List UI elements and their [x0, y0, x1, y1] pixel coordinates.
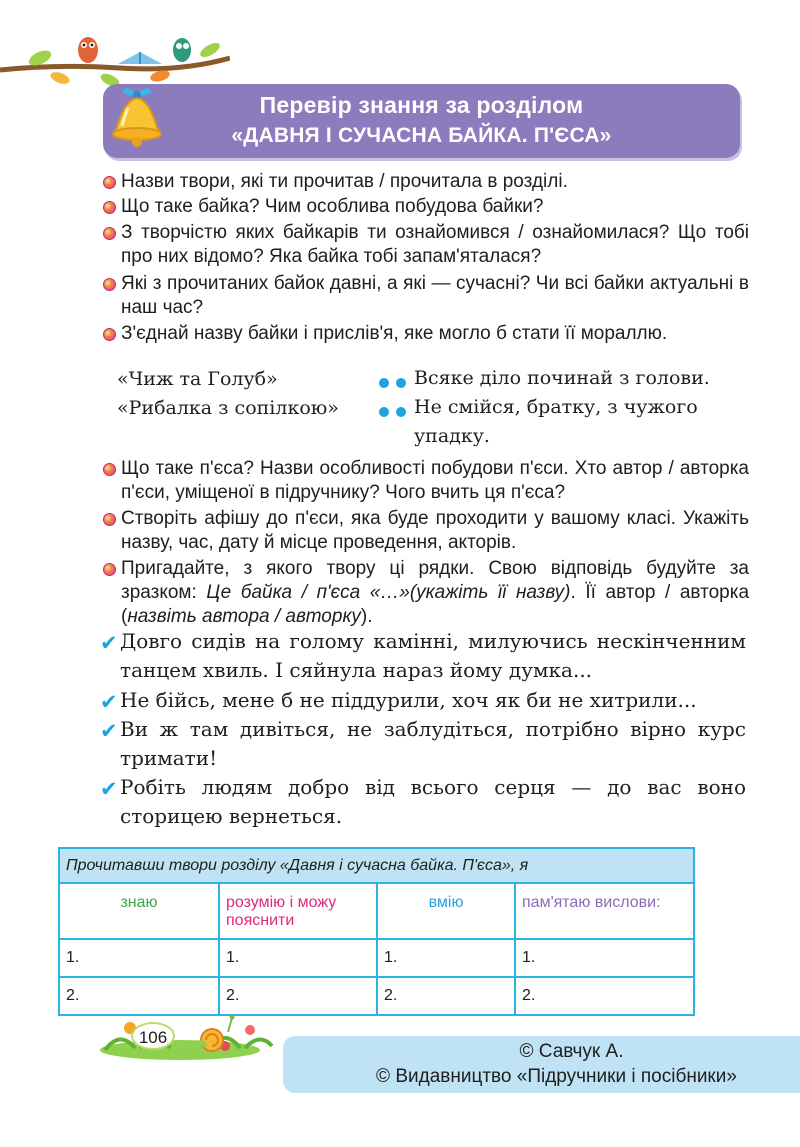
- match-dot-icon: [379, 378, 389, 388]
- column-header-can: вмію: [377, 883, 515, 939]
- table-cell[interactable]: 2.: [59, 977, 219, 1015]
- bullet-icon: [103, 563, 116, 576]
- table-heading: Прочитавши твори розділу «Давня і сучасна байка. П'єса», я: [59, 848, 694, 883]
- proverb: Всяке діло починай з голови.: [414, 367, 710, 389]
- table-cell[interactable]: 1.: [219, 939, 377, 977]
- bullet-icon: [103, 201, 116, 214]
- checkmark-icon: ✔: [100, 690, 118, 714]
- question-item: З'єднай назву байки і прислів'я, яке могло б стати її мораллю.: [103, 322, 749, 346]
- quote-item: ✔ Не бійсь, мене б не піддурили, хоч як би не хитрили...: [100, 686, 746, 715]
- section-header: [103, 84, 740, 158]
- copyright-box: [283, 1036, 800, 1093]
- checkmark-icon: ✔: [100, 777, 118, 801]
- checkmark-icon: ✔: [100, 719, 118, 743]
- column-header-understand: розумію і можу пояснити: [219, 883, 377, 939]
- fable-title: «Чиж та Голуб»: [117, 368, 278, 390]
- question-item: Назви твори, які ти прочитав / прочитала в розділі.: [103, 170, 749, 194]
- match-dot-icon: [396, 378, 406, 388]
- question-item: Що таке байка? Чим особлива побудова байки?: [103, 195, 749, 219]
- header-subtitle: «ДАВНЯ І СУЧАСНА БАЙКА. П'ЄСА»: [231, 124, 612, 147]
- question-item: Створіть афішу до п'єси, яка буде проходити у вашому класі. Укажіть назву, час, дату й місце проведення, акторів.: [103, 507, 749, 555]
- checkmark-icon: ✔: [100, 631, 118, 655]
- fable-title: «Рибалка з сопілкою»: [117, 397, 339, 419]
- table-cell[interactable]: 2.: [515, 977, 694, 1015]
- question-item: Що таке п'єса? Назви особливості побудови п'єси. Хто автор / авторка п'єси, уміщеної в підручнику? Чого вчить ця п'єса?: [103, 457, 749, 505]
- proverb: Не смійся, братку, з чужого упадку.: [414, 396, 698, 447]
- column-header-remember: пам'ятаю вислови:: [515, 883, 694, 939]
- bullet-icon: [103, 176, 116, 189]
- question-item: Пригадайте, з якого твору ці рядки. Свою відповідь будуйте за зразком: Це байка / п'єса «…»(укажіть її назву). Її автор / авторка (назвіть автора / авторку).: [103, 557, 749, 629]
- copyright-author: © Савчук А.: [519, 1041, 624, 1062]
- question-item: Які з прочитаних байок давні, а які — сучасні? Чи всі байки актуальні в наш час?: [103, 272, 749, 320]
- bullet-icon: [103, 463, 116, 476]
- page-number: 106: [131, 1022, 175, 1050]
- table-cell[interactable]: 2.: [377, 977, 515, 1015]
- bell-icon: [108, 84, 168, 152]
- match-dot-icon: [379, 407, 389, 417]
- table-cell[interactable]: 2.: [219, 977, 377, 1015]
- table-cell[interactable]: 1.: [59, 939, 219, 977]
- bullet-icon: [103, 328, 116, 341]
- column-header-know: знаю: [59, 883, 219, 939]
- table-cell[interactable]: 1.: [377, 939, 515, 977]
- bullet-icon: [103, 278, 116, 291]
- copyright-publisher: © Видавництво «Підручники і посібники»: [376, 1066, 737, 1087]
- flowers-snail-decoration-icon: [100, 1010, 275, 1070]
- quote-item: ✔ Ви ж там дивіться, не заблудіться, потрібно вірно курс тримати!: [100, 717, 746, 770]
- bullet-icon: [103, 513, 116, 526]
- match-dot-icon: [396, 407, 406, 417]
- quote-item: ✔ Робіть людям добро від всього серця — до вас воно сторицею вернеться.: [100, 775, 746, 828]
- self-assessment-table: [58, 847, 695, 1016]
- table-cell[interactable]: 1.: [515, 939, 694, 977]
- quote-item: ✔ Довго сидів на голому камінні, милуючись нескінченним танцем хвиль. І сяйнула нараз йому думка...: [100, 629, 746, 682]
- header-title: Перевір знання за розділом: [259, 92, 584, 118]
- bullet-icon: [103, 227, 116, 240]
- question-item: З творчістю яких байкарів ти ознайомився / ознайомилася? Що тобі про них відомо? Яка байка тобі запам'яталася?: [103, 221, 749, 269]
